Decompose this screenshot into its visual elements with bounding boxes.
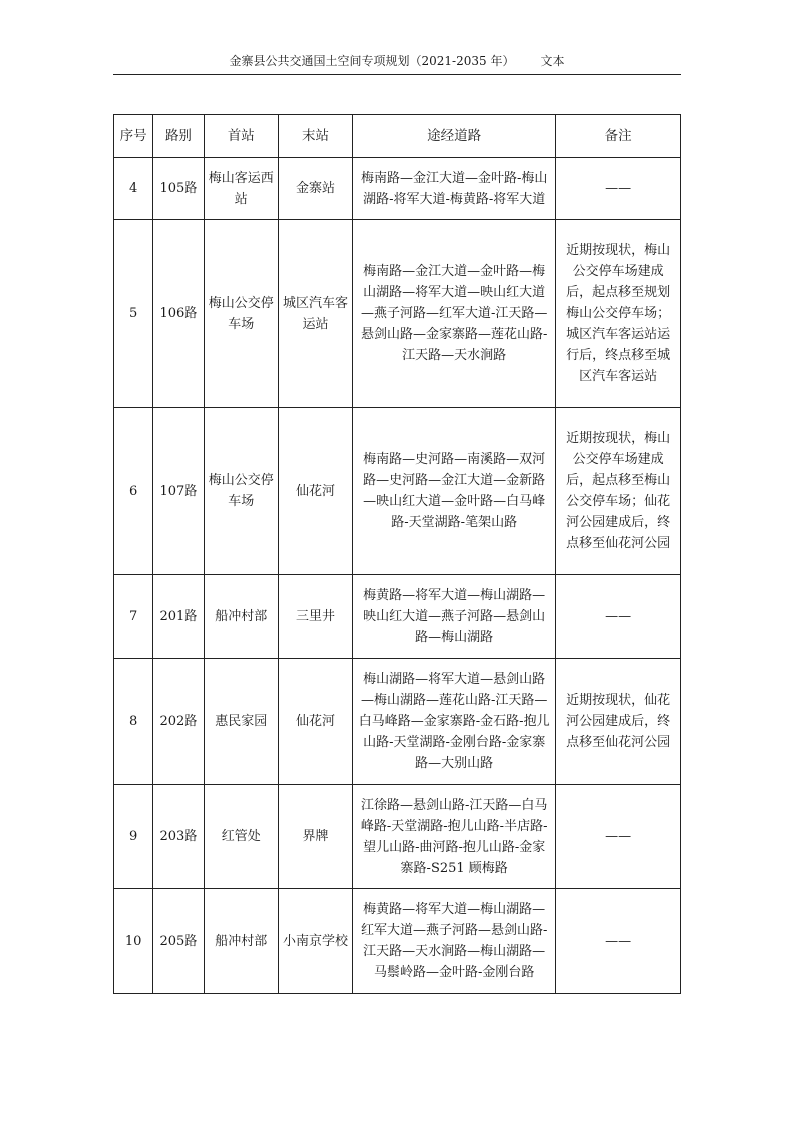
table-row: [114, 785, 681, 889]
cell-remarks: ——: [556, 889, 681, 994]
table-row: [114, 408, 681, 575]
cell-last-stop: 界牌: [278, 785, 352, 889]
cell-first-stop: 船冲村部: [204, 575, 278, 659]
cell-remarks: 近期按现状，梅山公交停车场建成后，起点移至梅山公交停车场；仙花河公园建成后，终点移至仙花河公园: [556, 408, 681, 575]
cell-last-stop: 小南京学校: [278, 889, 352, 994]
cell-first-stop: 梅山客运西站: [204, 158, 278, 220]
document-title: 金寨县公共交通国土空间专项规划（2021-2035 年）: [229, 54, 515, 68]
cell-number: 10: [114, 889, 153, 994]
cell-route: 107路: [153, 408, 205, 575]
cell-number: 7: [114, 575, 153, 659]
column-header-route: 路别: [153, 115, 205, 158]
cell-first-stop: 梅山公交停车场: [204, 408, 278, 575]
cell-remarks: ——: [556, 785, 681, 889]
column-header-last-stop: 末站: [278, 115, 352, 158]
cell-via-roads: 梅黄路—将军大道—梅山湖路—映山红大道—燕子河路—悬剑山路—梅山湖路: [353, 575, 556, 659]
cell-via-roads: 梅南路—金江大道—金叶路—梅山湖路—将军大道—映山红大道—燕子河路—红军大道-江天路—悬剑山路—金家寨路—莲花山路-江天路—天水涧路: [353, 220, 556, 408]
cell-number: 6: [114, 408, 153, 575]
cell-via-roads: 梅南路—金江大道—金叶路-梅山湖路-将军大道-梅黄路-将军大道: [353, 158, 556, 220]
cell-via-roads: 梅黄路—将军大道—梅山湖路—红军大道—燕子河路—悬剑山路-江天路—天水涧路—梅山湖路—马鬃岭路—金叶路-金刚台路: [353, 889, 556, 994]
bus-route-table: [113, 114, 681, 994]
cell-number: 8: [114, 659, 153, 785]
cell-last-stop: 金寨站: [278, 158, 352, 220]
column-header-remarks: 备注: [556, 115, 681, 158]
cell-route: 203路: [153, 785, 205, 889]
cell-remarks: ——: [556, 158, 681, 220]
cell-first-stop: 梅山公交停车场: [204, 220, 278, 408]
column-header-number: 序号: [114, 115, 153, 158]
cell-last-stop: 三里井: [278, 575, 352, 659]
table-row: [114, 220, 681, 408]
column-header-first-stop: 首站: [204, 115, 278, 158]
table-row: [114, 575, 681, 659]
cell-via-roads: 江徐路—悬剑山路-江天路—白马峰路-天堂湖路-抱儿山路-半店路-望儿山路-曲河路-抱儿山路-金家寨路-S251 顾梅路: [353, 785, 556, 889]
table-row: [114, 158, 681, 220]
cell-first-stop: 惠民家园: [204, 659, 278, 785]
cell-route: 105路: [153, 158, 205, 220]
cell-remarks: ——: [556, 575, 681, 659]
cell-first-stop: 红管处: [204, 785, 278, 889]
table-row: [114, 659, 681, 785]
document-type: 文本: [540, 54, 565, 68]
cell-route: 201路: [153, 575, 205, 659]
cell-last-stop: 仙花河: [278, 659, 352, 785]
cell-via-roads: 梅山湖路—将军大道—悬剑山路—梅山湖路—莲花山路-江天路—白马峰路—金家寨路-金石路-抱儿山路-天堂湖路-金刚台路-金家寨路—大别山路: [353, 659, 556, 785]
cell-first-stop: 船冲村部: [204, 889, 278, 994]
cell-route: 205路: [153, 889, 205, 994]
cell-last-stop: 仙花河: [278, 408, 352, 575]
column-header-via-roads: 途经道路: [353, 115, 556, 158]
table-row: [114, 889, 681, 994]
cell-number: 9: [114, 785, 153, 889]
cell-number: 5: [114, 220, 153, 408]
cell-route: 106路: [153, 220, 205, 408]
cell-last-stop: 城区汽车客运站: [278, 220, 352, 408]
cell-via-roads: 梅南路—史河路—南溪路—双河路—史河路—金江大道—金新路—映山红大道—金叶路—白马峰路-天堂湖路-笔架山路: [353, 408, 556, 575]
table-header-row: [114, 115, 681, 158]
cell-remarks: 近期按现状，梅山公交停车场建成后，起点移至规划梅山公交停车场；城区汽车客运站运行后，终点移至城区汽车客运站: [556, 220, 681, 408]
cell-remarks: 近期按现状，仙花河公园建成后，终点移至仙花河公园: [556, 659, 681, 785]
cell-route: 202路: [153, 659, 205, 785]
page-header: [113, 48, 681, 75]
cell-number: 4: [114, 158, 153, 220]
